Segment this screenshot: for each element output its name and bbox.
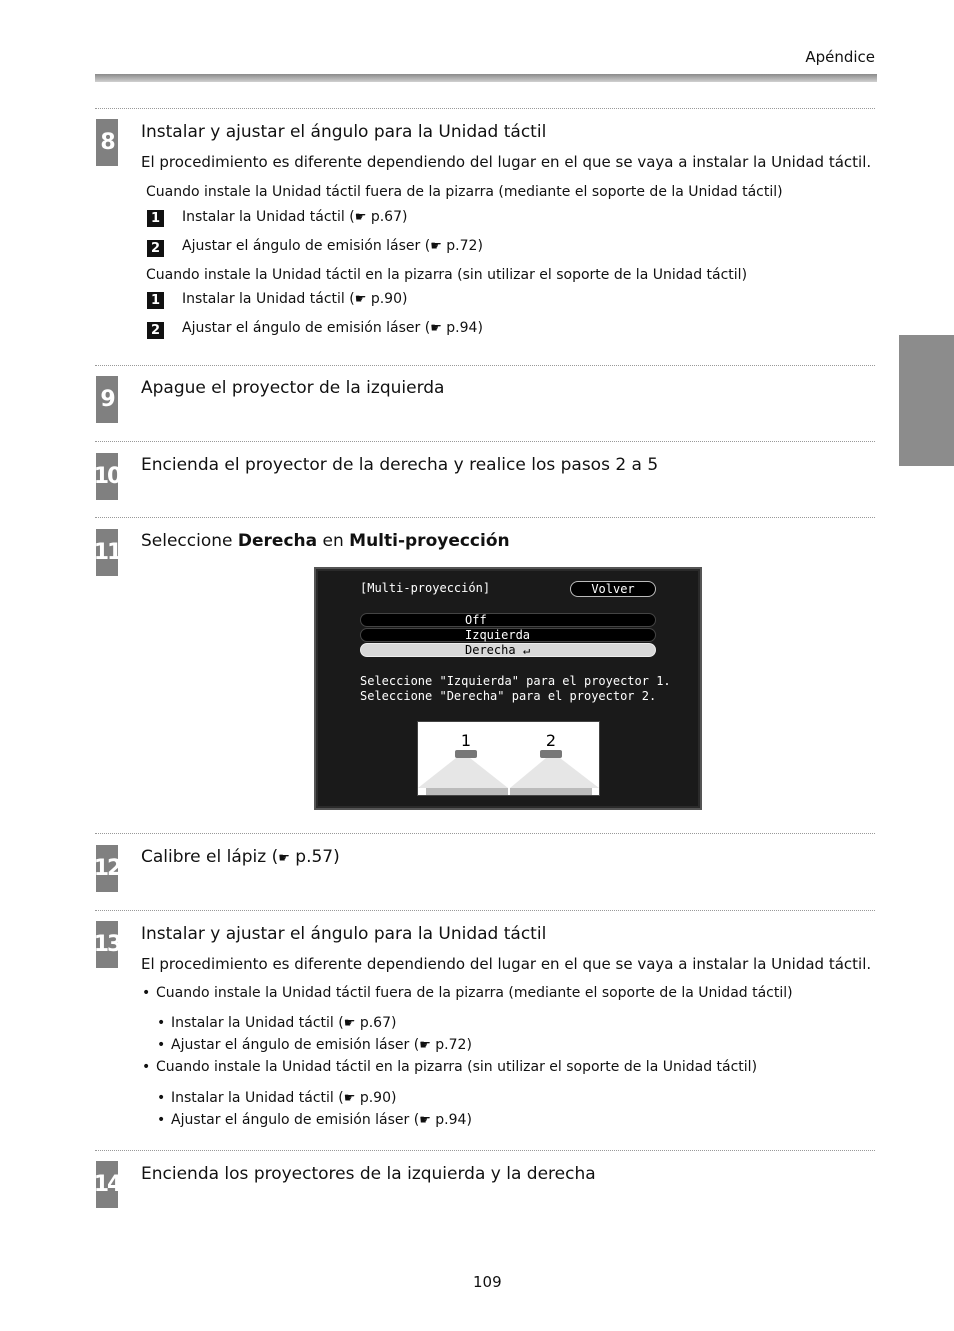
option-left[interactable]: Izquierda [360,628,656,642]
pointing-hand-icon: ☛ [343,1091,356,1106]
bullet: • [157,1015,166,1031]
case-heading: Cuando instale la Unidad táctil fuera de la pizarra (mediante el soporte de la Unidad táctil) [156,985,793,1001]
page-reference[interactable]: p.57) [295,847,340,867]
step-number: 13 [96,921,118,968]
header-rule [95,74,877,82]
substep-text: Ajustar el ángulo de emisión láser (☛ p.72) [171,1037,472,1053]
substep-text: Ajustar el ángulo de emisión láser (☛ p.94) [171,1112,472,1128]
step-number: 14 [96,1161,118,1208]
pointing-hand-icon: ☛ [354,292,367,307]
divider [95,517,875,518]
projection-beam [510,758,599,788]
projector-icon [455,750,477,758]
divider [95,441,875,442]
page-reference[interactable]: p.72) [435,1037,472,1053]
substep-number: 2 [147,240,164,257]
divider [95,108,875,109]
step-number: 9 [96,376,118,423]
help-message: Seleccione "Derecha" para el proyector 2. [360,689,657,703]
substep-number: 1 [147,210,164,227]
bullet: • [157,1112,166,1128]
option-right[interactable]: Derecha ↵ [360,643,656,657]
header-section: Apéndice [805,48,875,66]
step-title: Calibre el lápiz (☛ p.57) [141,847,340,867]
divider [95,1150,875,1151]
bullet: • [157,1090,166,1106]
divider [95,910,875,911]
page-reference[interactable]: p.67) [370,209,408,225]
substep-text: Instalar la Unidad táctil (☛ p.67) [171,1015,397,1031]
step-title: Instalar y ajustar el ángulo para la Unidad táctil [141,122,547,142]
substep-number: 1 [147,292,164,309]
pointing-hand-icon: ☛ [430,239,442,254]
step-title: Encienda los proyectores de la izquierda y la derecha [141,1164,596,1184]
pointing-hand-icon: ☛ [419,1113,431,1128]
pointing-hand-icon: ☛ [354,210,367,225]
page-number: 109 [473,1273,502,1291]
projector-label: 1 [460,731,472,750]
step-intro: El procedimiento es diferente dependiendo del lugar en el que se vaya a instalar la Unidad táctil. [141,955,872,973]
step-title: Instalar y ajustar el ángulo para la Unidad táctil [141,924,547,944]
bullet: • [157,1037,166,1053]
divider [95,833,875,834]
substep-number: 2 [147,322,164,339]
step-intro: El procedimiento es diferente dependiendo del lugar en el que se vaya a instalar la Unidad táctil. [141,153,872,171]
projector-diagram-svg [418,722,599,795]
projector-label: 2 [545,731,557,750]
step-title: Encienda el proyector de la derecha y realice los pasos 2 a 5 [141,455,659,475]
screen-right [510,788,592,795]
substep-text: Ajustar el ángulo de emisión láser (☛ p.94) [182,320,483,336]
projector-icon [540,750,562,758]
bullet: • [142,985,151,1001]
page-reference[interactable]: p.67) [359,1015,397,1031]
pointing-hand-icon: ☛ [419,1038,431,1053]
enter-icon: ↵ [522,643,531,657]
multi-projection-screenshot [314,567,702,810]
page-reference[interactable]: p.94) [435,1112,472,1128]
screen-left [426,788,508,795]
step-number: 12 [96,845,118,892]
step-number: 8 [96,119,118,166]
step-title: Apague el proyector de la izquierda [141,378,445,398]
substep-text: Instalar la Unidad táctil (☛ p.90) [182,291,408,307]
pointing-hand-icon: ☛ [430,321,442,336]
pointing-hand-icon: ☛ [278,851,290,866]
projection-beam [418,758,508,788]
menu-title: [Multi-proyección] [360,581,491,595]
step-number: 10 [96,453,118,500]
bullet: • [142,1059,151,1075]
substep-text: Instalar la Unidad táctil (☛ p.90) [171,1090,397,1106]
page-reference[interactable]: p.90) [359,1090,397,1106]
case-heading: Cuando instale la Unidad táctil fuera de la pizarra (mediante el soporte de la Unidad táctil) [146,184,783,200]
projector-diagram [417,721,600,796]
pointing-hand-icon: ☛ [343,1016,356,1031]
case-heading: Cuando instale la Unidad táctil en la pizarra (sin utilizar el soporte de la Unidad táctil) [156,1059,758,1075]
substep-text: Ajustar el ángulo de emisión láser (☛ p.72) [182,238,483,254]
side-tab [899,335,954,466]
help-message: Seleccione "Izquierda" para el proyector 1. [360,674,671,688]
case-heading: Cuando instale la Unidad táctil en la pizarra (sin utilizar el soporte de la Unidad táctil) [146,267,748,283]
page-reference[interactable]: p.94) [446,320,483,336]
substep-text: Instalar la Unidad táctil (☛ p.67) [182,209,408,225]
divider [95,365,875,366]
step-number: 11 [96,529,118,576]
page-reference[interactable]: p.72) [446,238,483,254]
option-off[interactable]: Off [360,613,656,627]
back-button[interactable]: Volver [570,581,656,597]
step-title: Seleccione Derecha en Multi-proyección [141,531,510,551]
page-reference[interactable]: p.90) [370,291,408,307]
